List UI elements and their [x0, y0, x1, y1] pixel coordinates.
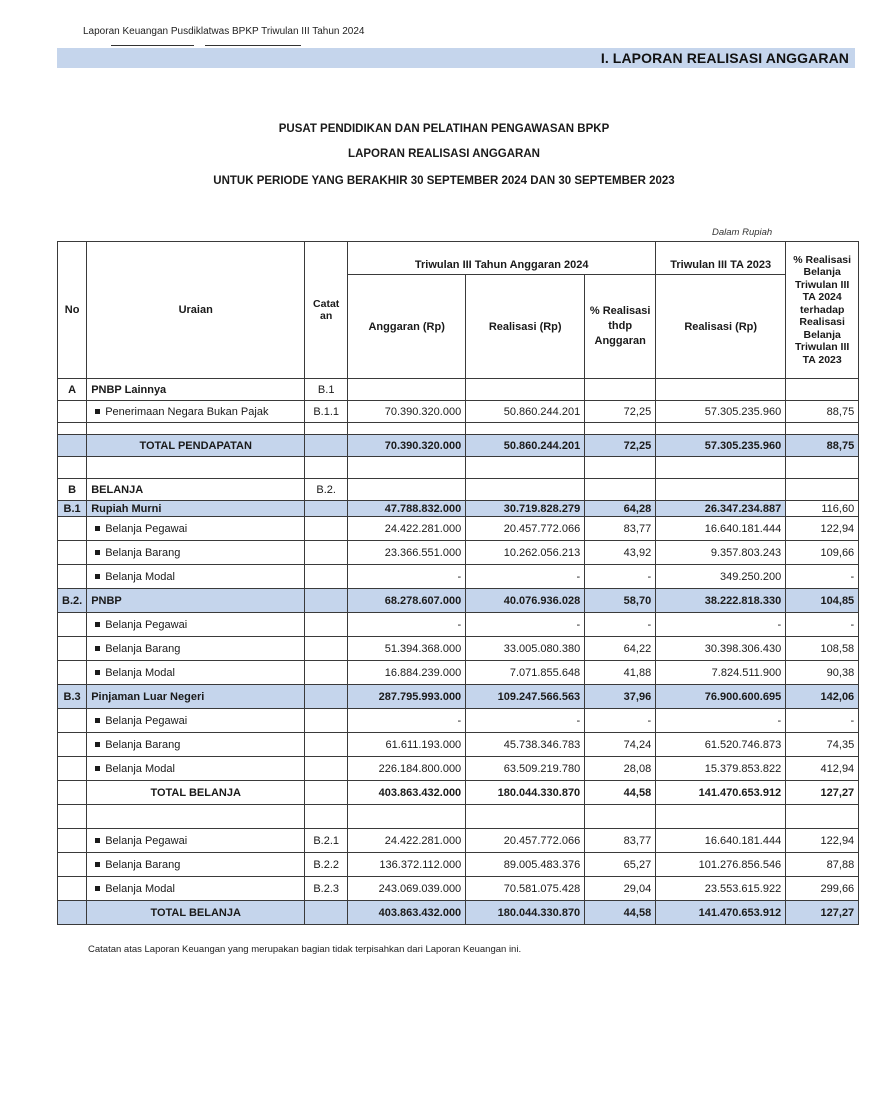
report-period-title: UNTUK PERIODE YANG BERAKHIR 30 SEPTEMBER 2024 DAN 30 SEPTEMBER 2023 — [213, 175, 675, 187]
cell-realisasi: 180.044.330.870 — [466, 901, 585, 925]
cell-no — [58, 733, 87, 757]
cell-no — [58, 423, 87, 435]
cell-realisasi-2023: 7.824.511.900 — [656, 661, 786, 685]
table-row — [58, 829, 859, 853]
cell-realisasi-2023: - — [656, 709, 786, 733]
cell-anggaran — [348, 379, 466, 401]
report-entity-title: PUSAT PENDIDIKAN DAN PELATIHAN PENGAWASAN BPKP — [278, 123, 610, 135]
cell-label: Belanja Pegawai — [105, 714, 188, 727]
cell-realisasi: - — [466, 565, 585, 589]
col-header-pct-vs-2023: % Realisasi Belanja Triwulan III TA 2024 terhadap Realisasi Belanja Triwulan III TA 2023 — [786, 242, 859, 379]
cell-anggaran: 70.390.320.000 — [348, 435, 466, 457]
section-title: I. LAPORAN REALISASI ANGGARAN — [600, 50, 849, 66]
cell-pct: - — [585, 709, 656, 733]
cell-realisasi — [466, 805, 585, 829]
cell-no — [58, 541, 87, 565]
header-rule — [205, 45, 301, 46]
cell-pct-2023: 122,94 — [786, 829, 859, 853]
cell-catatan: B.2.2 — [305, 853, 348, 877]
col-header-pct: % Realisasi thdp Anggaran — [585, 275, 656, 379]
cell-label: Belanja Modal — [105, 882, 175, 895]
cell-pct — [585, 379, 656, 401]
cell-realisasi: 63.509.219.780 — [466, 757, 585, 781]
cell-anggaran — [348, 805, 466, 829]
bullet-icon — [95, 838, 100, 843]
cell-catatan: B.1.1 — [305, 401, 348, 423]
cell-realisasi: 30.719.828.279 — [466, 501, 585, 517]
bullet-icon — [95, 670, 100, 675]
cell-anggaran: 24.422.281.000 — [348, 829, 466, 853]
cell-realisasi-2023: 9.357.803.243 — [656, 541, 786, 565]
cell-realisasi: 45.738.346.783 — [466, 733, 585, 757]
cell-catatan — [305, 901, 348, 925]
cell-label-wrap — [87, 757, 305, 781]
cell-realisasi: 109.247.566.563 — [466, 685, 585, 709]
cell-label-wrap — [87, 853, 305, 877]
cell-realisasi-2023: 141.470.653.912 — [656, 901, 786, 925]
cell-no — [58, 517, 87, 541]
cell-catatan: B.1 — [305, 379, 348, 401]
table-row — [58, 661, 859, 685]
cell-realisasi-2023: 76.900.600.695 — [656, 685, 786, 709]
cell-label-wrap — [87, 401, 305, 423]
cell-anggaran: - — [348, 565, 466, 589]
cell-catatan — [305, 457, 348, 479]
cell-pct-2023: - — [786, 709, 859, 733]
bullet-icon — [95, 409, 100, 414]
cell-realisasi-2023: 30.398.306.430 — [656, 637, 786, 661]
cell-no — [58, 435, 87, 457]
cell-anggaran: - — [348, 709, 466, 733]
cell-label: Rupiah Murni — [87, 501, 305, 517]
cell-realisasi-2023: 38.222.818.330 — [656, 589, 786, 613]
cell-pct: - — [585, 613, 656, 637]
bullet-icon — [95, 886, 100, 891]
table-row — [58, 853, 859, 877]
cell-pct: 83,77 — [585, 829, 656, 853]
subgroup-row — [58, 501, 859, 517]
cell-pct-2023: 142,06 — [786, 685, 859, 709]
cell-anggaran: 61.611.193.000 — [348, 733, 466, 757]
cell-pct — [585, 805, 656, 829]
cell-realisasi-2023: 16.640.181.444 — [656, 829, 786, 853]
cell-label: Pinjaman Luar Negeri — [87, 685, 305, 709]
table-row-spacer — [58, 423, 859, 435]
cell-label-wrap — [87, 877, 305, 901]
cell-no: B.1 — [58, 501, 87, 517]
cell-realisasi-2023: 26.347.234.887 — [656, 501, 786, 517]
cell-realisasi: 40.076.936.028 — [466, 589, 585, 613]
cell-realisasi: 20.457.772.066 — [466, 517, 585, 541]
table-row — [58, 709, 859, 733]
cell-realisasi: - — [466, 709, 585, 733]
cell-label: Penerimaan Negara Bukan Pajak — [105, 405, 269, 418]
bullet-icon — [95, 742, 100, 747]
cell-label-wrap — [87, 661, 305, 685]
cell-pct-2023 — [786, 457, 859, 479]
cell-label: TOTAL PENDAPATAN — [87, 435, 305, 457]
cell-catatan — [305, 435, 348, 457]
cell-pct: 64,28 — [585, 501, 656, 517]
cell-label: Belanja Barang — [105, 738, 181, 751]
cell-realisasi — [466, 457, 585, 479]
cell-pct-2023: 88,75 — [786, 435, 859, 457]
cell-anggaran: 136.372.112.000 — [348, 853, 466, 877]
cell-catatan: B.2.3 — [305, 877, 348, 901]
cell-realisasi-2023: 15.379.853.822 — [656, 757, 786, 781]
cell-pct: 74,24 — [585, 733, 656, 757]
cell-anggaran — [348, 457, 466, 479]
cell-realisasi: 20.457.772.066 — [466, 829, 585, 853]
cell-label — [87, 805, 305, 829]
cell-catatan — [305, 565, 348, 589]
cell-catatan — [305, 589, 348, 613]
cell-label: Belanja Barang — [105, 642, 181, 655]
cell-pct-2023 — [786, 379, 859, 401]
cell-label: BELANJA — [87, 479, 305, 501]
cell-no: B — [58, 479, 87, 501]
cell-realisasi: 180.044.330.870 — [466, 781, 585, 805]
cell-pct — [585, 457, 656, 479]
cell-realisasi: 50.860.244.201 — [466, 401, 585, 423]
table-row — [58, 757, 859, 781]
cell-realisasi — [466, 379, 585, 401]
cell-anggaran: 243.069.039.000 — [348, 877, 466, 901]
cell-catatan — [305, 685, 348, 709]
section-band — [57, 48, 855, 68]
col-group-2023: Triwulan III TA 2023 — [656, 242, 786, 275]
cell-catatan — [305, 637, 348, 661]
cell-pct-2023: 299,66 — [786, 877, 859, 901]
cell-pct-2023: 127,27 — [786, 901, 859, 925]
cell-label: Belanja Modal — [105, 570, 175, 583]
cell-catatan — [305, 517, 348, 541]
cell-pct-2023: 127,27 — [786, 781, 859, 805]
bullet-icon — [95, 646, 100, 651]
cell-pct-2023: 90,38 — [786, 661, 859, 685]
cell-realisasi: 33.005.080.380 — [466, 637, 585, 661]
cell-pct: 28,08 — [585, 757, 656, 781]
col-header-no: No — [58, 242, 87, 379]
footnote: Catatan atas Laporan Keuangan yang merupakan bagian tidak terpisahkan dari Laporan Keuangan ini. — [88, 944, 522, 955]
cell-label-wrap — [87, 733, 305, 757]
table-row-spacer — [58, 457, 859, 479]
cell-no — [58, 805, 87, 829]
report-name-title: LAPORAN REALISASI ANGGARAN — [348, 148, 540, 160]
cell-no — [58, 637, 87, 661]
cell-anggaran: 68.278.607.000 — [348, 589, 466, 613]
cell-label: TOTAL BELANJA — [87, 781, 305, 805]
cell-pct: 43,92 — [585, 541, 656, 565]
col-header-realisasi-2023: Realisasi (Rp) — [656, 275, 786, 379]
cell-label: Belanja Modal — [105, 762, 175, 775]
cell-pct: 41,88 — [585, 661, 656, 685]
table-row-spacer — [58, 805, 859, 829]
cell-realisasi-2023: 141.470.653.912 — [656, 781, 786, 805]
cell-anggaran: 51.394.368.000 — [348, 637, 466, 661]
cell-pct: 72,25 — [585, 401, 656, 423]
cell-realisasi: 10.262.056.213 — [466, 541, 585, 565]
cell-label: Belanja Modal — [105, 666, 175, 679]
cell-pct-2023: 412,94 — [786, 757, 859, 781]
cell-catatan — [305, 781, 348, 805]
cell-realisasi-2023: - — [656, 613, 786, 637]
cell-realisasi-2023: 57.305.235.960 — [656, 401, 786, 423]
total-row — [58, 901, 859, 925]
subgroup-row — [58, 589, 859, 613]
cell-pct: 44,58 — [585, 901, 656, 925]
cell-pct-2023: 116,60 — [786, 501, 859, 517]
cell-label — [87, 423, 305, 435]
cell-pct-2023 — [786, 423, 859, 435]
table-row — [58, 517, 859, 541]
cell-no: A — [58, 379, 87, 401]
cell-label: TOTAL BELANJA — [87, 901, 305, 925]
cell-no — [58, 565, 87, 589]
cell-pct-2023: 109,66 — [786, 541, 859, 565]
cell-pct-2023: 122,94 — [786, 517, 859, 541]
cell-pct: 65,27 — [585, 853, 656, 877]
cell-no — [58, 757, 87, 781]
col-header-uraian: Uraian — [87, 242, 305, 379]
total-row — [58, 435, 859, 457]
table-row — [58, 613, 859, 637]
cell-no — [58, 661, 87, 685]
cell-realisasi-2023: 101.276.856.546 — [656, 853, 786, 877]
cell-label-wrap — [87, 565, 305, 589]
cell-pct: 58,70 — [585, 589, 656, 613]
table-row — [58, 379, 859, 401]
cell-catatan — [305, 541, 348, 565]
cell-anggaran — [348, 423, 466, 435]
cell-catatan — [305, 709, 348, 733]
cell-realisasi-2023: 16.640.181.444 — [656, 517, 786, 541]
cell-realisasi-2023 — [656, 423, 786, 435]
col-group-2024: Triwulan III Tahun Anggaran 2024 — [348, 242, 656, 275]
cell-label-wrap — [87, 637, 305, 661]
cell-catatan: B.2.1 — [305, 829, 348, 853]
cell-realisasi-2023 — [656, 805, 786, 829]
total-row — [58, 781, 859, 805]
cell-no — [58, 457, 87, 479]
table-row — [58, 541, 859, 565]
bullet-icon — [95, 550, 100, 555]
cell-catatan — [305, 501, 348, 517]
cell-label: Belanja Pegawai — [105, 618, 188, 631]
cell-pct-2023: - — [786, 565, 859, 589]
cell-label-wrap — [87, 829, 305, 853]
budget-realization-table — [57, 241, 859, 925]
cell-pct — [585, 479, 656, 501]
cell-pct: - — [585, 565, 656, 589]
cell-no — [58, 877, 87, 901]
cell-no — [58, 829, 87, 853]
table-row — [58, 565, 859, 589]
cell-pct: 44,58 — [585, 781, 656, 805]
cell-realisasi-2023: 349.250.200 — [656, 565, 786, 589]
cell-realisasi: 89.005.483.376 — [466, 853, 585, 877]
col-header-realisasi: Realisasi (Rp) — [466, 275, 585, 379]
cell-no — [58, 709, 87, 733]
cell-anggaran: - — [348, 613, 466, 637]
cell-pct-2023 — [786, 805, 859, 829]
table-row — [58, 733, 859, 757]
cell-realisasi-2023: 61.520.746.873 — [656, 733, 786, 757]
unit-note: Dalam Rupiah — [712, 227, 773, 238]
cell-label: PNBP Lainnya — [87, 379, 305, 401]
cell-anggaran — [348, 479, 466, 501]
cell-no — [58, 401, 87, 423]
bullet-icon — [95, 622, 100, 627]
cell-pct-2023: 88,75 — [786, 401, 859, 423]
cell-realisasi: 50.860.244.201 — [466, 435, 585, 457]
cell-pct-2023: 87,88 — [786, 853, 859, 877]
cell-no — [58, 853, 87, 877]
cell-anggaran: 47.788.832.000 — [348, 501, 466, 517]
cell-pct: 29,04 — [585, 877, 656, 901]
table-row — [58, 479, 859, 501]
cell-anggaran: 287.795.993.000 — [348, 685, 466, 709]
cell-pct: 83,77 — [585, 517, 656, 541]
cell-label: Belanja Pegawai — [105, 834, 188, 847]
col-header-anggaran: Anggaran (Rp) — [348, 275, 466, 379]
cell-label-wrap — [87, 613, 305, 637]
cell-no: B.2. — [58, 589, 87, 613]
cell-label: PNBP — [87, 589, 305, 613]
bullet-icon — [95, 766, 100, 771]
cell-anggaran: 24.422.281.000 — [348, 517, 466, 541]
cell-anggaran: 23.366.551.000 — [348, 541, 466, 565]
cell-pct: 64,22 — [585, 637, 656, 661]
cell-anggaran: 403.863.432.000 — [348, 901, 466, 925]
bullet-icon — [95, 718, 100, 723]
cell-realisasi: 7.071.855.648 — [466, 661, 585, 685]
cell-pct-2023 — [786, 479, 859, 501]
cell-catatan — [305, 423, 348, 435]
cell-realisasi-2023: 57.305.235.960 — [656, 435, 786, 457]
cell-pct-2023: 74,35 — [786, 733, 859, 757]
cell-anggaran: 70.390.320.000 — [348, 401, 466, 423]
cell-catatan: B.2. — [305, 479, 348, 501]
cell-label: Belanja Barang — [105, 858, 181, 871]
cell-realisasi-2023 — [656, 457, 786, 479]
cell-pct: 37,96 — [585, 685, 656, 709]
cell-label-wrap — [87, 709, 305, 733]
col-header-catatan: Catat an — [305, 242, 348, 379]
table-row — [58, 637, 859, 661]
cell-no — [58, 781, 87, 805]
cell-catatan — [305, 613, 348, 637]
subgroup-row — [58, 685, 859, 709]
cell-realisasi-2023 — [656, 379, 786, 401]
cell-no: B.3 — [58, 685, 87, 709]
cell-anggaran: 16.884.239.000 — [348, 661, 466, 685]
cell-realisasi: - — [466, 613, 585, 637]
cell-pct: 72,25 — [585, 435, 656, 457]
cell-realisasi — [466, 479, 585, 501]
bullet-icon — [95, 862, 100, 867]
cell-catatan — [305, 805, 348, 829]
cell-label — [87, 457, 305, 479]
cell-no — [58, 901, 87, 925]
cell-realisasi-2023 — [656, 479, 786, 501]
cell-label-wrap — [87, 541, 305, 565]
cell-pct-2023: 104,85 — [786, 589, 859, 613]
cell-no — [58, 613, 87, 637]
table-row — [58, 401, 859, 423]
cell-catatan — [305, 661, 348, 685]
running-header: Laporan Keuangan Pusdiklatwas BPKP Triwulan III Tahun 2024 — [83, 26, 365, 37]
cell-anggaran: 403.863.432.000 — [348, 781, 466, 805]
header-rule — [111, 45, 194, 46]
cell-label-wrap — [87, 517, 305, 541]
cell-catatan — [305, 733, 348, 757]
bullet-icon — [95, 526, 100, 531]
cell-anggaran: 226.184.800.000 — [348, 757, 466, 781]
cell-pct-2023: - — [786, 613, 859, 637]
cell-realisasi — [466, 423, 585, 435]
cell-realisasi-2023: 23.553.615.922 — [656, 877, 786, 901]
bullet-icon — [95, 574, 100, 579]
cell-label: Belanja Barang — [105, 546, 181, 559]
cell-pct — [585, 423, 656, 435]
table-row — [58, 877, 859, 901]
cell-label: Belanja Pegawai — [105, 522, 188, 535]
cell-catatan — [305, 757, 348, 781]
cell-pct-2023: 108,58 — [786, 637, 859, 661]
cell-realisasi: 70.581.075.428 — [466, 877, 585, 901]
